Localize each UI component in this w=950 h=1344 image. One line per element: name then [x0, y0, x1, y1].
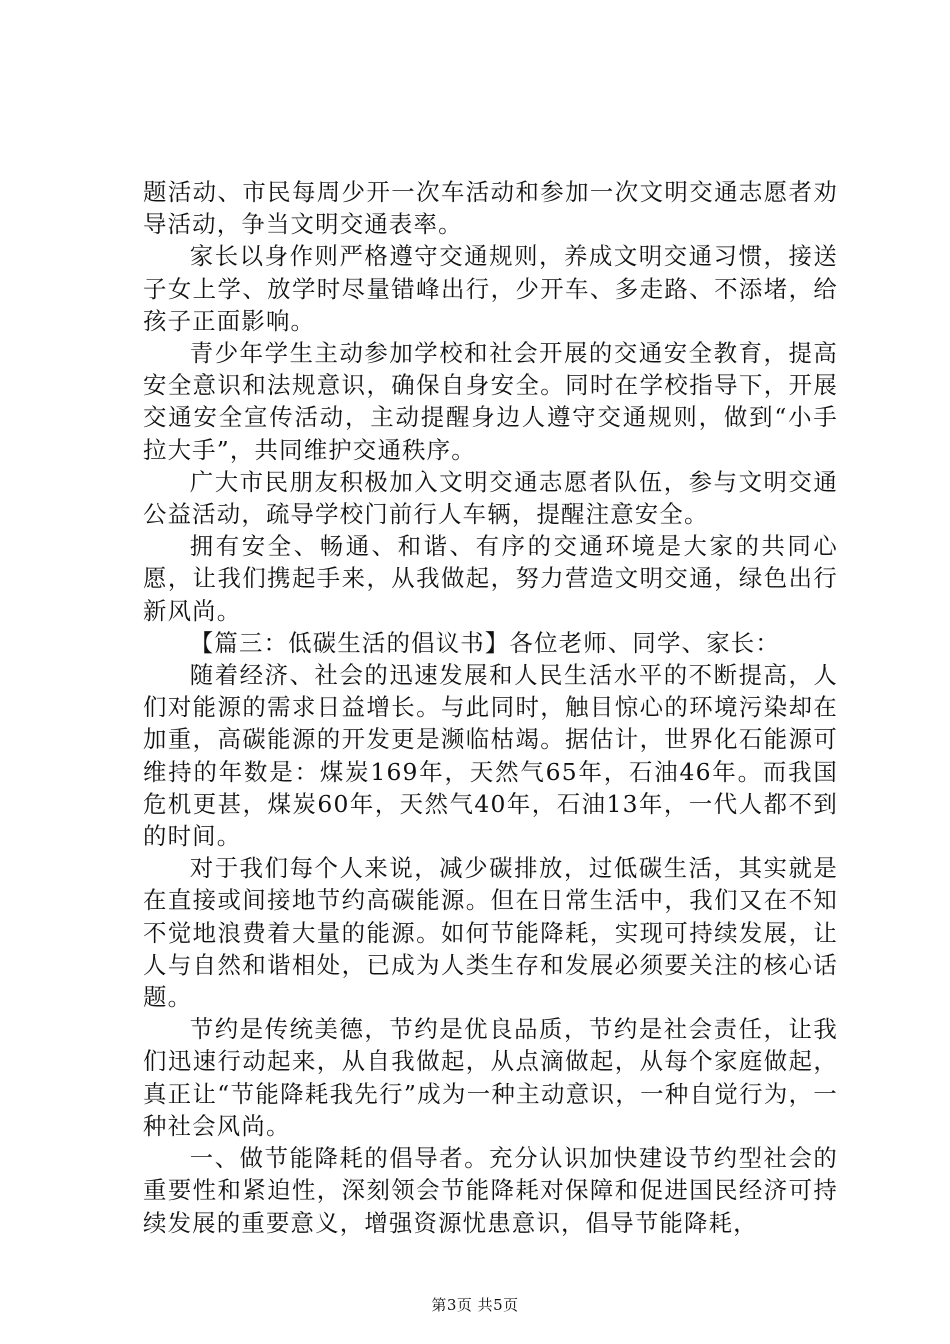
- paragraph-7: 随着经济、社会的迅速发展和人民生活水平的不断提高，人们对能源的需求日益增长。与此同时，触目惊心的环境污染却在加重，高碳能源的开发更是濒临枯竭。据估计，世界化石能源可维持的年数是：煤炭169年，天然气65年，石油46年。而我国危机更甚，煤炭60年，天然气40年，石油13年，一代人都不到的时间。: [143, 661, 838, 851]
- paragraph-5: 拥有安全、畅通、和谐、有序的交通环境是大家的共同心愿，让我们携起手来，从我做起，努力营造文明交通，绿色出行新风尚。: [143, 532, 838, 625]
- paragraph-9: 节约是传统美德，节约是优良品质，节约是社会责任，让我们迅速行动起来，从自我做起，从点滴做起，从每个家庭做起，真正让“节能降耗我先行”成为一种主动意识，一种自觉行为，一种社会风尚。: [143, 1015, 838, 1140]
- page-number-footer: 第3页 共5页: [431, 1296, 519, 1314]
- paragraph-2: 家长以身作则严格遵守交通规则，养成文明交通习惯，接送子女上学、放学时尽量错峰出行，少开车、多走路、不添堵，给孩子正面影响。: [143, 242, 838, 335]
- paragraph-10: 一、做节能降耗的倡导者。充分认识加快建设节约型社会的重要性和紧迫性，深刻领会节能降耗对保障和促进国民经济可持续发展的重要意义，增强资源忧患意识，倡导节能降耗，: [143, 1144, 838, 1237]
- section-heading-paragraph: 【篇三：低碳生活的倡议书】各位老师、同学、家长：: [189, 628, 780, 657]
- document-body: [143, 176, 838, 1239]
- paragraph-4: 广大市民朋友积极加入文明交通志愿者队伍，参与文明交通公益活动，疏导学校门前行人车辆，提醒注意安全。: [143, 467, 838, 529]
- paragraph-8: 对于我们每个人来说，减少碳排放，过低碳生活，其实就是在直接或间接地节约高碳能源。但在日常生活中，我们又在不知不觉地浪费着大量的能源。如何节能降耗，实现可持续发展，让人与自然和谐相处，已成为人类生存和发展必须要关注的核心话题。: [143, 854, 838, 1012]
- paragraph-1: 题活动、市民每周少开一次车活动和参加一次文明交通志愿者劝导活动，争当文明交通表率。: [143, 178, 838, 239]
- paragraph-3: 青少年学生主动参加学校和社会开展的交通安全教育，提高安全意识和法规意识，确保自身安全。同时在学校指导下，开展交通安全宣传活动，主动提醒身边人遵守交通规则，做到“小手拉大手”，共同维护交通秩序。: [143, 339, 838, 464]
